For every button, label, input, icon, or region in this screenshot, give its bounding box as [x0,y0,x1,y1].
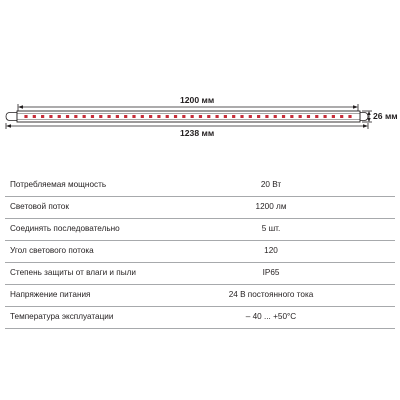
left-end-cap [6,113,17,121]
inner-arrow-right [353,105,358,109]
led-bar-body [6,111,368,122]
row-divider [5,328,395,329]
led-chip [99,115,102,118]
spec-row [0,263,400,285]
led-chip [149,115,152,118]
led-chip [91,115,94,118]
led-chip [24,115,27,118]
led-chip [249,115,252,118]
spec-value: 5 шт. [261,224,281,233]
led-chip [240,115,243,118]
spec-row [0,285,400,307]
led-chip [274,115,277,118]
outer-length-label: 1238 мм [180,128,215,138]
led-chip [107,115,110,118]
spec-row [0,307,400,329]
led-chip [182,115,185,118]
spec-value: 120 [264,246,278,255]
spec-label: Соединять последовательно [10,224,120,233]
led-chip [307,115,310,118]
led-chip [323,115,326,118]
led-chip [74,115,77,118]
led-chip [315,115,318,118]
led-chip [58,115,61,118]
led-chip [66,115,69,118]
led-chip [157,115,160,118]
led-chip [257,115,260,118]
spec-value: 20 Вт [260,180,282,189]
led-chip [141,115,144,118]
spec-value: 24 В постоянного тока [228,290,314,299]
led-chip [282,115,285,118]
spec-label: Температура эксплуатации [10,312,114,321]
led-chip [49,115,52,118]
height-arrow-bottom [367,118,370,122]
outer-arrow-left [6,124,11,128]
led-chip [191,115,194,118]
spec-label: Напряжение питания [10,290,91,299]
led-chip [265,115,268,118]
led-chip [124,115,127,118]
led-chip [299,115,302,118]
spec-label: Угол светового потока [10,246,94,255]
height-label: 26 мм [373,111,398,121]
led-chip [224,115,227,118]
inner-arrow-left [18,105,23,109]
spec-table [0,175,400,329]
spec-value: 1200 лм [255,202,287,211]
led-chip [215,115,218,118]
inner-length-label: 1200 мм [180,95,215,105]
spec-row [0,197,400,219]
led-chip [132,115,135,118]
spec-value: IP65 [262,268,280,277]
right-end-cap [360,113,368,121]
led-chip [348,115,351,118]
height-arrow-top [367,111,370,115]
spec-row [0,241,400,263]
led-chip [174,115,177,118]
led-chip [33,115,36,118]
product-drawing [0,0,400,160]
led-chip [232,115,235,118]
led-chip [207,115,210,118]
spec-label: Потребляемая мощность [10,180,107,189]
spec-row [0,175,400,197]
led-chip [290,115,293,118]
spec-label: Степень защиты от влаги и пыли [10,268,136,277]
led-chip [116,115,119,118]
led-chip [41,115,44,118]
led-chip [83,115,86,118]
spec-label: Световой поток [10,202,69,211]
outer-arrow-right [363,124,368,128]
led-chip [199,115,202,118]
spec-value: – 40 ... +50°C [245,312,297,321]
spec-row [0,219,400,241]
led-chip [332,115,335,118]
led-chip [340,115,343,118]
led-chip [166,115,169,118]
inner-length-dimension [18,104,358,111]
